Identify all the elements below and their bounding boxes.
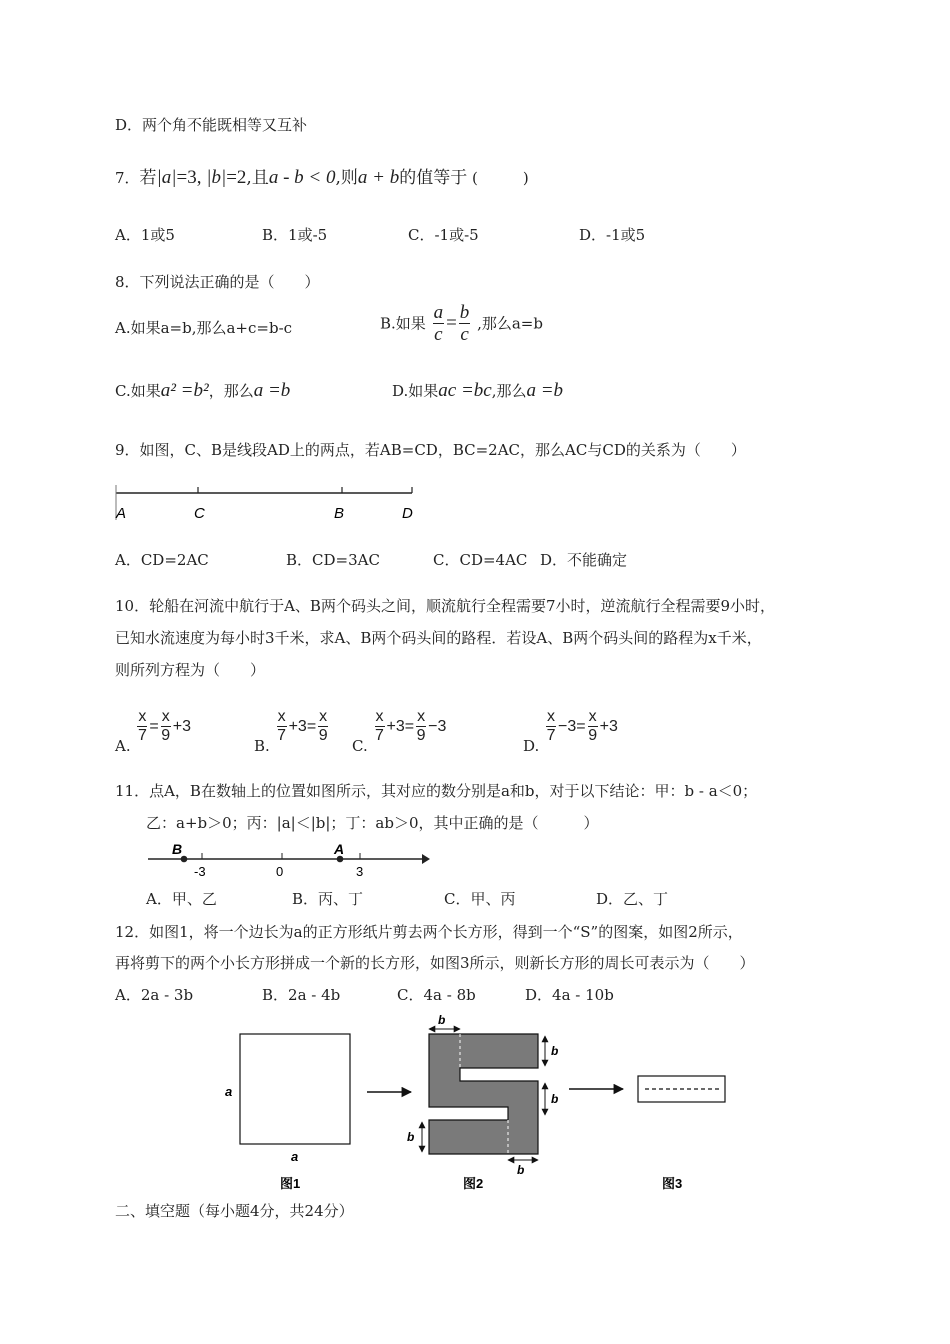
q10-c-equation	[373, 708, 447, 744]
q11-line2: 乙：a+b＞0；丙：|a|＜|b|；丁：ab＞0，其中正确的是（ ）	[146, 814, 599, 832]
q8-b-post: ,那么a=b	[477, 314, 543, 333]
q12-option-c: C．4a - 8b	[397, 986, 476, 1004]
q8-d-mid: ,那么	[491, 382, 527, 400]
plus-three: +3	[172, 717, 191, 735]
q8-d-pre: D.如果	[392, 382, 439, 400]
q7-option-c: C．-1或-5	[408, 226, 479, 244]
q7-option-b: B．1或-5	[262, 226, 328, 244]
q8-c-expr: a² =b²	[160, 380, 209, 401]
q8-b-den2: c	[460, 324, 469, 345]
fig1-bottom-label-a: a	[291, 1149, 299, 1164]
frac-num: x	[417, 708, 426, 725]
label-neg3: -3	[194, 864, 206, 879]
frac-den: 9	[161, 727, 171, 744]
q10-line3: 则所列方程为（ ）	[115, 661, 266, 679]
q7-condition: a - b < 0	[268, 167, 336, 188]
q12-option-b: B．2a - 4b	[262, 986, 341, 1004]
q8-b-frac2	[459, 303, 471, 346]
q10-d-equation	[544, 708, 618, 744]
frac-den: 9	[416, 727, 426, 744]
frac-num: x	[547, 708, 556, 725]
q8-stem: 8．下列说法正确的是（ ）	[115, 273, 320, 291]
q11-line1: 11．点A，B在数轴上的位置如图所示，其对应的数分别是a和b，对于以下结论：甲：b - a＜0；	[115, 782, 758, 800]
axis-arrow	[422, 854, 430, 864]
q12-figures	[215, 1010, 740, 1195]
frac-den: 7	[375, 727, 384, 744]
q7-pre: 若	[139, 168, 157, 188]
figure-3-rectangle	[638, 1076, 725, 1102]
q12-option-a: A．2a - 3b	[115, 986, 194, 1004]
q8-d-result: a =b	[526, 380, 564, 401]
q7-abs-b: |b|	[206, 167, 227, 188]
q10-d-letter: D.	[523, 736, 540, 755]
q9-option-b: B．CD=3AC	[286, 551, 380, 569]
q8-b-eq: =	[446, 312, 457, 334]
frac-num: x	[138, 708, 147, 725]
q7-eq1: =3,	[176, 167, 202, 188]
q7-abs-a: |a|	[156, 167, 177, 188]
fig2-label-b-right2: b	[551, 1092, 559, 1106]
q8-c-mid: ，那么	[208, 382, 254, 400]
q11-option-b: B．丙、丁	[292, 890, 364, 908]
q10-option-b	[254, 708, 330, 755]
q8-option-a: A.如果a=b,那么a+c=b-c	[115, 319, 293, 337]
equals: =	[149, 717, 159, 735]
frac-den: 9	[318, 727, 328, 744]
label-c: C	[194, 505, 205, 522]
fig2-label-b-bottom: b	[517, 1163, 525, 1177]
q7-answer-paren: ( )	[472, 169, 529, 187]
q10-c-letter: C.	[352, 736, 368, 755]
plus-three-equals: +3=	[386, 717, 415, 735]
q9-segment-figure	[112, 480, 422, 525]
minus-three: −3	[428, 717, 447, 735]
label-d: D	[402, 505, 413, 522]
q9-stem: 9．如图，C、B是线段AD上的两点，若AB=CD，BC=2AC，那么AC与CD的关系为（ ）	[115, 441, 746, 459]
frac-den: 7	[137, 727, 147, 744]
q8-c-result: a =b	[253, 380, 291, 401]
q9-option-d: D．不能确定	[540, 551, 628, 569]
q12-line1: 12．如图1，将一个边长为a的正方形纸片剪去两个长方形，得到一个“S”的图案，如图2所示，	[115, 923, 743, 941]
q12-line2: 再将剪下的两个小长方形拼成一个新的长方形，如图3所示，则新长方形的周长可表示为（ ）	[115, 954, 755, 972]
q10-a-equation	[135, 708, 191, 744]
q7-option-a: A．1或5	[115, 226, 175, 244]
frac-den: 7	[277, 727, 287, 744]
caption-fig2: 图2	[463, 1176, 484, 1191]
frac-num: x	[277, 708, 286, 725]
q10-option-d	[523, 708, 618, 755]
q7-cond-pre: ,且	[246, 168, 269, 188]
fig2-label-b-left: b	[407, 1130, 415, 1144]
label-0: 0	[276, 864, 284, 879]
caption-fig3: 图3	[662, 1176, 683, 1191]
q10-b-letter: B.	[254, 736, 270, 755]
q11-option-d: D．乙、丁	[596, 890, 669, 908]
q10-line1: 10．轮船在河流中航行于A、B两个码头之间，顺流航行全程需要7小时，逆流航行全程需要9小时，	[115, 597, 776, 615]
q11-option-a: A．甲、乙	[146, 890, 217, 908]
q9-option-a: A．CD=2AC	[115, 551, 209, 569]
q6-option-d: D．两个角不能既相等又互补	[115, 116, 308, 134]
q10-option-a	[115, 708, 191, 755]
q7-comma: ,则	[335, 168, 358, 188]
q11-option-c: C．甲、丙	[444, 890, 516, 908]
label-3: 3	[356, 864, 364, 879]
q7-stem	[115, 163, 529, 189]
section-2-heading: 二、填空题（每小题4分，共24分）	[115, 1202, 354, 1220]
q8-b-num2: b	[459, 302, 470, 323]
q8-b-den1: c	[434, 324, 443, 345]
q8-b-num1: a	[433, 302, 444, 323]
frac-num: x	[319, 708, 328, 725]
q8-b-pre: B.如果	[380, 314, 426, 333]
frac-den: 9	[588, 727, 598, 744]
q10-option-c	[352, 708, 447, 755]
q8-option-c	[115, 380, 290, 402]
plus-three-equals: +3=	[288, 717, 317, 735]
q8-option-d	[392, 380, 563, 402]
caption-fig1: 图1	[280, 1176, 301, 1191]
q7-eq2: =2	[226, 167, 247, 188]
q10-a-letter: A.	[115, 736, 131, 755]
q8-b-frac1	[433, 303, 445, 346]
frac-num: x	[161, 708, 170, 725]
plus-three: +3	[599, 717, 618, 735]
label-b: B	[172, 841, 183, 857]
q7-option-d: D．-1或5	[579, 226, 646, 244]
q7-expression: a + b	[357, 167, 400, 188]
q10-b-equation	[275, 708, 331, 744]
label-a: A	[334, 841, 345, 857]
figure-1-square	[225, 1034, 350, 1164]
frac-num: x	[375, 708, 384, 725]
q8-option-b	[380, 303, 543, 346]
fig1-side-label-a: a	[225, 1084, 233, 1099]
q8-c-pre: C.如果	[115, 382, 161, 400]
label-a: A	[116, 505, 127, 522]
frac-num: x	[588, 708, 597, 725]
q9-option-c: C．CD=4AC	[433, 551, 528, 569]
q8-d-expr: ac =bc	[438, 380, 492, 401]
frac-den: 7	[546, 727, 556, 744]
q11-number-line	[140, 838, 430, 880]
figure-2-s-shape	[407, 1013, 558, 1177]
fig2-label-b-top: b	[438, 1013, 446, 1027]
q7-post: 的值等于	[399, 168, 468, 188]
label-b: B	[334, 505, 345, 522]
q12-option-d: D．4a - 10b	[525, 986, 614, 1004]
minus-three-equals: −3=	[558, 717, 586, 735]
q7-number: 7．	[115, 169, 140, 187]
q10-line2: 已知水流速度为每小时3千米，求A、B两个码头间的路程．若设A、B两个码头间的路程为x千米，	[115, 629, 762, 647]
fig2-label-b-right1: b	[551, 1044, 559, 1058]
